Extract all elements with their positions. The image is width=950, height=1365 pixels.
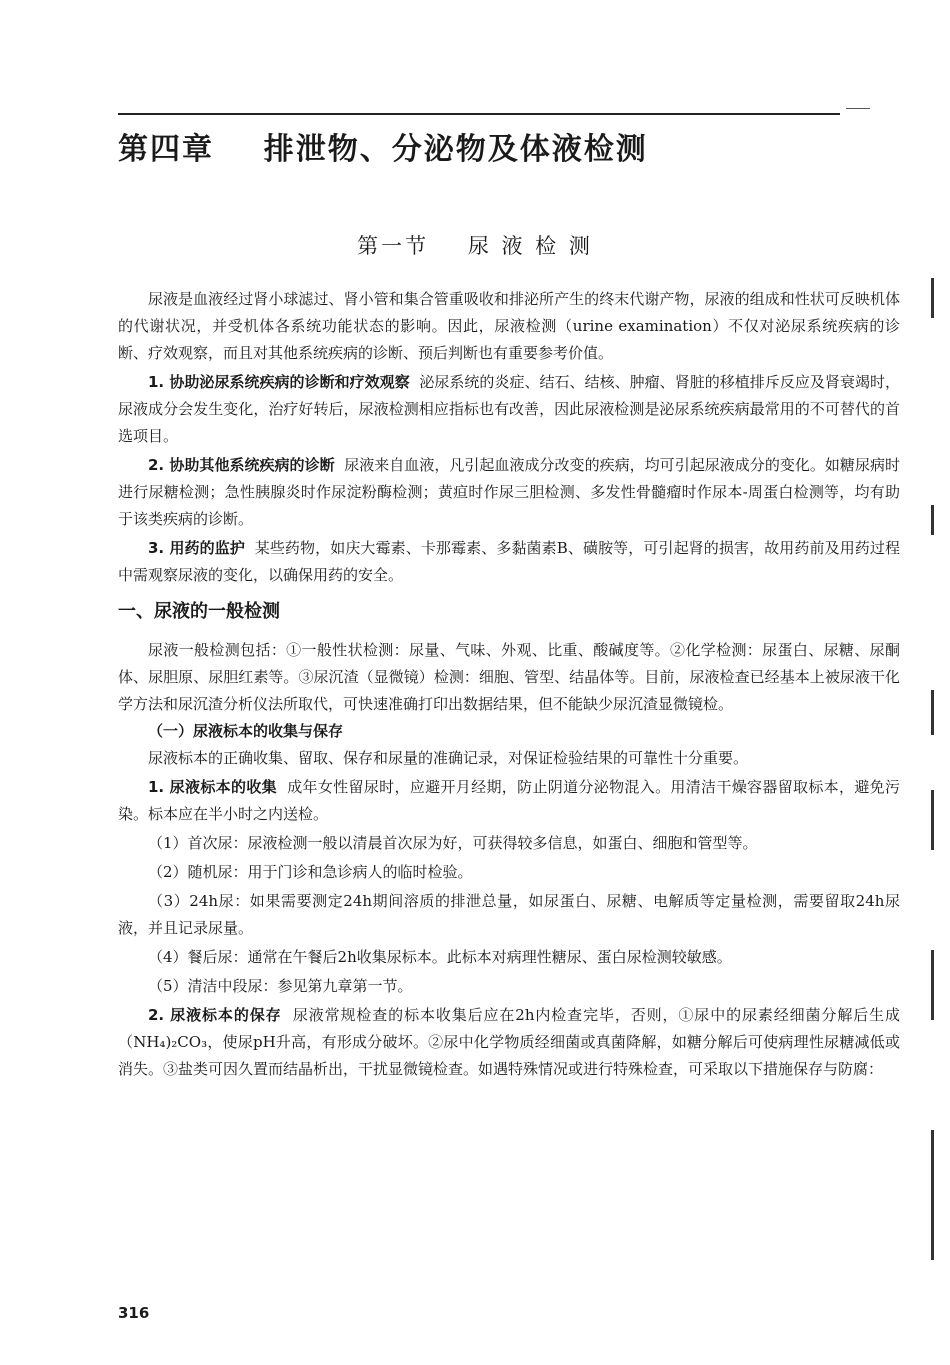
collection-item-1-text: 成年女性留尿时，应避开月经期，防止阴道分泌物混入。用清洁干燥容器留取标本，避免污染。标本应在半小时之内送检。 bbox=[118, 778, 900, 823]
scan-edge-mark bbox=[931, 1130, 934, 1260]
point-1 bbox=[118, 369, 900, 450]
section-title: 第一节 尿 液 检 测 bbox=[357, 234, 593, 258]
urine-type-2: （2）随机尿：用于门诊和急诊病人的临时检验。 bbox=[148, 863, 473, 881]
point-2-text: 尿液来自血液，凡引起血液成分改变的疾病，均可引起尿液成分的变化。如糖尿病时进行尿糖检测；急性胰腺炎时作尿淀粉酶检测；黄疸时作尿三胆检测、多发性骨髓瘤时作尿本-周蛋白检测等，均有助于该类疾病的诊断。 bbox=[118, 456, 900, 528]
header-rule bbox=[118, 113, 840, 115]
collection-intro: 尿液标本的正确收集、留取、保存和尿量的准确记录，对保证检验结果的可靠性十分重要。 bbox=[148, 749, 749, 767]
general-paragraph: 尿液一般检测包括：①一般性状检测：尿量、气味、外观、比重、酸碱度等。②化学检测：尿蛋白、尿糖、尿酮体、尿胆原、尿胆红素等。③尿沉渣（显微镜）检测：细胞、管型、结晶体等。目前，尿液检查已经基本上被尿液干化学方法和尿沉渣分析仪法所取代，可快速准确打印出数据结果，但不能缺少尿沉渣显微镜检。 bbox=[118, 641, 900, 713]
point-1-label: 1. 协助泌尿系统疾病的诊断和疗效观察 bbox=[148, 373, 410, 391]
scan-edge-mark bbox=[931, 690, 934, 735]
header-rule-tick bbox=[846, 108, 870, 109]
point-3-label: 3. 用药的监护 bbox=[148, 539, 245, 557]
chapter-title: 第四章 排泄物、分泌物及体液检测 bbox=[118, 132, 648, 167]
scan-edge-mark bbox=[931, 278, 934, 318]
scan-edge-mark bbox=[931, 950, 934, 1020]
collection-item-2-text: 尿液常规检查的标本收集后应在2h内检查完毕，否则，①尿中的尿素经细菌分解后生成（NH₄)₂CO₃，使尿pH升高，有形成分破坏。②尿中化学物质经细菌或真菌降解，如糖分解后可使病理性尿糖减低或消失。③盐类可因久置而结晶析出，干扰显微镜检查。如遇特殊情况或进行特殊检查，可采取以下措施保存与防腐： bbox=[118, 1006, 901, 1078]
point-2 bbox=[118, 452, 900, 533]
point-1-text: 泌尿系统的炎症、结石、结核、肿瘤、肾脏的移植排斥反应及肾衰竭时，尿液成分会发生变化，治疗好转后，尿液检测相应指标也有改善，因此尿液检测是泌尿系统疾病最常用的不可替代的首选项目。 bbox=[118, 373, 900, 445]
collection-item-1-label: 1. 尿液标本的收集 bbox=[148, 778, 277, 796]
page-body bbox=[118, 286, 900, 1083]
urine-type-1: （1）首次尿：尿液检测一般以清晨首次尿为好，可获得较多信息，如蛋白、细胞和管型等。 bbox=[148, 834, 758, 852]
collection-item-1 bbox=[118, 774, 900, 828]
point-3 bbox=[118, 535, 900, 589]
point-3-text: 某些药物，如庆大霉素、卡那霉素、多黏菌素B、磺胺等，可引起肾的损害，故用药前及用药过程中需观察尿液的变化，以确保用药的安全。 bbox=[118, 539, 900, 584]
collection-item-2-label: 2. 尿液标本的保存 bbox=[148, 1006, 282, 1024]
general-heading: 一、尿液的一般检测 bbox=[118, 601, 280, 622]
collection-item-2 bbox=[118, 1002, 900, 1083]
page-number: 316 bbox=[118, 1304, 150, 1322]
urine-type-4: （4）餐后尿：通常在午餐后2h收集尿标本。此标本对病理性糖尿、蛋白尿检测较敏感。 bbox=[148, 948, 732, 966]
urine-type-3: （3）24h尿：如果需要测定24h期间溶质的排泄总量，如尿蛋白、尿糖、电解质等定量检测，需要留取24h尿液，并且记录尿量。 bbox=[118, 892, 900, 937]
collection-heading: （一）尿液标本的收集与保存 bbox=[148, 722, 344, 740]
urine-type-5: （5）清洁中段尿：参见第九章第一节。 bbox=[148, 977, 413, 995]
scan-edge-mark bbox=[931, 505, 934, 535]
intro-paragraph: 尿液是血液经过肾小球滤过、肾小管和集合管重吸收和排泌所产生的终末代谢产物，尿液的组成和性状可反映机体的代谢状况，并受机体各系统功能状态的影响。因此，尿液检测（urine examination）不仅对泌尿系统疾病的诊断、疗效观察，而且对其他系统疾病的诊断、预后判断也有重要参考价值。 bbox=[118, 290, 900, 362]
scan-edge-mark bbox=[931, 790, 934, 850]
point-2-label: 2. 协助其他系统疾病的诊断 bbox=[148, 456, 335, 474]
